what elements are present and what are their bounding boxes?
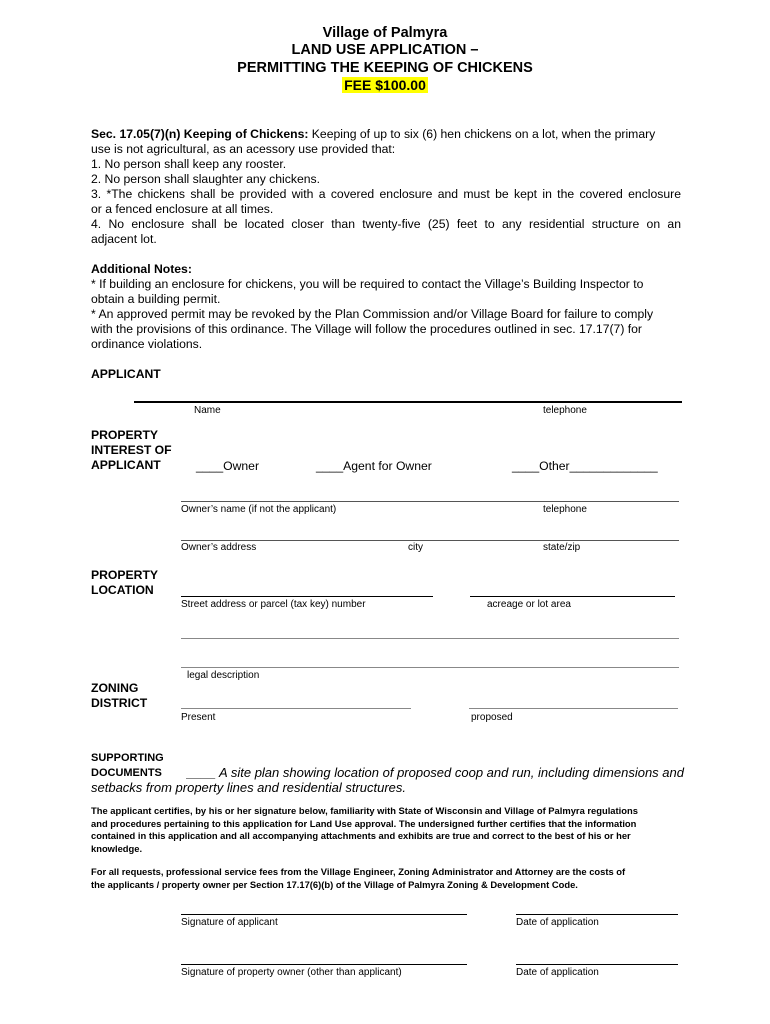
rule-4a: 4. No enclosure shall be located closer than twenty-five (25) feet to any residential structure on an bbox=[91, 217, 681, 231]
rule-4b: adjacent lot. bbox=[91, 232, 157, 246]
applicant-date-line[interactable] bbox=[516, 914, 678, 915]
proposed-zoning-line[interactable] bbox=[469, 708, 678, 709]
owner-phone-label: telephone bbox=[543, 504, 587, 515]
interest-heading-2: INTEREST OF bbox=[91, 443, 172, 457]
location-heading-1: PROPERTY bbox=[91, 568, 159, 582]
certify-line-1: The applicant certifies, by his or her signature below, familiarity with State of Wisconsin and Village of Palmyra regulations bbox=[91, 805, 638, 816]
fees-line-2: the applicants / property owner per Section 17.17(6)(b) of the Village of Palmyra Zoning & Development Code. bbox=[91, 878, 578, 890]
village-title: Village of Palmyra bbox=[322, 25, 448, 41]
street-address-line[interactable] bbox=[181, 596, 433, 597]
applicant-signature-label: Signature of applicant bbox=[181, 917, 278, 928]
owner-date-line[interactable] bbox=[516, 964, 678, 965]
legal-line-1[interactable] bbox=[181, 638, 679, 639]
notes-heading: Additional Notes: bbox=[91, 262, 192, 276]
rule-3b: or a fenced enclosure at all times. bbox=[91, 202, 274, 216]
acreage-label: acreage or lot area bbox=[487, 599, 571, 610]
applicant-heading: APPLICANT bbox=[91, 367, 161, 381]
city-label: city bbox=[408, 542, 423, 553]
ordinance-section bbox=[91, 127, 681, 247]
zoning-heading-2: DISTRICT bbox=[91, 696, 148, 710]
certify-line-4: knowledge. bbox=[91, 842, 143, 854]
interest-heading bbox=[91, 428, 172, 473]
rule-1: 1. No person shall keep any rooster. bbox=[91, 157, 287, 171]
fees-text bbox=[91, 866, 683, 891]
owner-name-label: Owner’s name (if not the applicant) bbox=[181, 504, 337, 515]
owner-signature-label: Signature of property owner (other than applicant) bbox=[181, 967, 402, 978]
legal-line-2[interactable] bbox=[181, 667, 679, 668]
supporting-heading-2: DOCUMENTS bbox=[91, 767, 162, 779]
applicant-signature-line[interactable] bbox=[181, 914, 467, 915]
certify-line-2: and procedures pertaining to this application for Land Use approval. The undersigned further certifies that the information bbox=[91, 817, 637, 829]
site-plan-line-1: ____ A site plan showing location of proposed coop and run, including dimensions and bbox=[187, 765, 684, 780]
applicant-phone-label: telephone bbox=[543, 405, 587, 416]
rule-2: 2. No person shall slaughter any chickens. bbox=[91, 172, 320, 186]
section-heading: Sec. 17.05(7)(n) Keeping of Chickens: bbox=[91, 127, 309, 141]
present-label: Present bbox=[181, 712, 216, 723]
applicant-date-label: Date of application bbox=[516, 917, 599, 928]
owner-address-line[interactable] bbox=[181, 540, 679, 541]
note-2b: with the provisions of this ordinance. The Village will follow the procedures outlined in sec. 17.17(7) for bbox=[91, 322, 642, 336]
section-intro-2: use is not agricultural, as an acessory use provided that: bbox=[91, 142, 396, 156]
owner-option[interactable]: ____Owner bbox=[196, 459, 260, 473]
form-title: LAND USE APPLICATION – bbox=[291, 42, 479, 58]
owner-signature-line[interactable] bbox=[181, 964, 467, 965]
present-zoning-line[interactable] bbox=[181, 708, 411, 709]
supporting-heading bbox=[91, 751, 164, 781]
additional-notes bbox=[91, 262, 681, 352]
note-2c: ordinance violations. bbox=[91, 337, 203, 351]
site-plan-line-2: setbacks from property lines and residential structures. bbox=[91, 780, 407, 795]
zoning-heading bbox=[91, 681, 147, 711]
owner-date-label: Date of application bbox=[516, 967, 599, 978]
state-zip-label: state/zip bbox=[543, 542, 581, 553]
rule-3a: 3. *The chickens shall be provided with a covered enclosure and must be kept in the covered enclosure bbox=[91, 187, 681, 201]
section-intro-1: Keeping of up to six (6) hen chickens on a lot, when the primary bbox=[308, 127, 656, 141]
note-2a: * An approved permit may be revoked by the Plan Commission and/or Village Board for failure to comply bbox=[91, 307, 654, 321]
acreage-line[interactable] bbox=[470, 596, 675, 597]
applicant-name-line[interactable] bbox=[134, 401, 682, 403]
note-1a: * If building an enclosure for chickens, you will be required to contact the Village’s Building Inspector to bbox=[91, 277, 644, 291]
other-option[interactable]: ____Other_____________ bbox=[512, 459, 658, 473]
owner-address-label: Owner’s address bbox=[181, 542, 257, 553]
agent-option[interactable]: ____Agent for Owner bbox=[316, 459, 432, 473]
location-heading-2: LOCATION bbox=[91, 583, 154, 597]
fees-line-1: For all requests, professional service fees from the Village Engineer, Zoning Administrator and Attorney are the costs of bbox=[91, 866, 626, 877]
name-label: Name bbox=[194, 405, 221, 416]
certify-line-3: contained in this application and all accompanying attachments and exhibits are true and correct to the best of his or her bbox=[91, 830, 631, 841]
fee-badge: FEE $100.00 bbox=[344, 77, 426, 93]
interest-heading-3: APPLICANT bbox=[91, 458, 161, 472]
supporting-heading-1: SUPPORTING bbox=[91, 752, 164, 764]
note-1b: obtain a building permit. bbox=[91, 292, 221, 306]
certification-text bbox=[91, 805, 683, 855]
street-address-label: Street address or parcel (tax key) number bbox=[181, 599, 366, 610]
zoning-heading-1: ZONING bbox=[91, 681, 139, 695]
legal-description-label: legal description bbox=[187, 670, 260, 681]
interest-heading-1: PROPERTY bbox=[91, 428, 159, 442]
form-subtitle: PERMITTING THE KEEPING OF CHICKENS bbox=[237, 60, 533, 76]
fee-line bbox=[0, 77, 770, 95]
proposed-label: proposed bbox=[471, 712, 513, 723]
owner-name-line[interactable] bbox=[181, 501, 679, 502]
location-heading bbox=[91, 568, 158, 598]
